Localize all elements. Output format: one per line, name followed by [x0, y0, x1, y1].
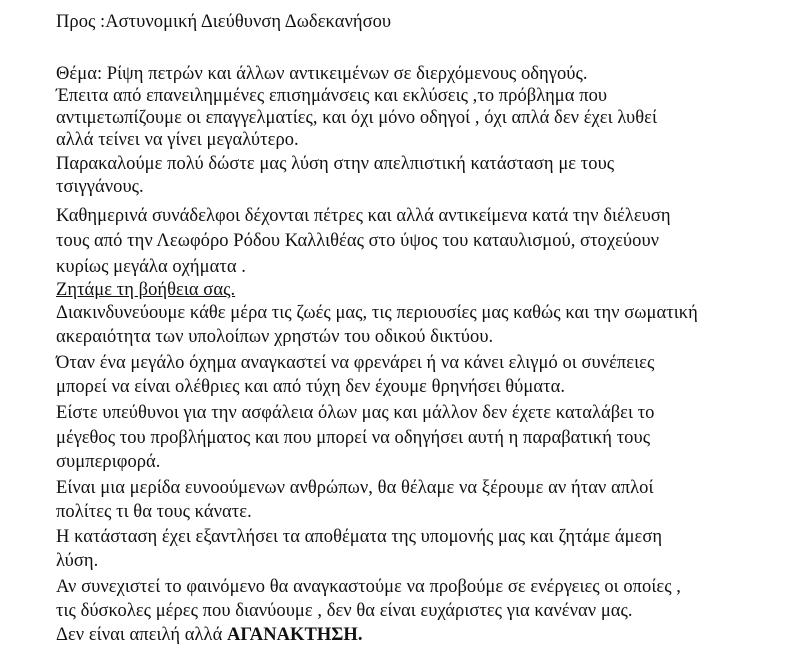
closing-emphasis: ΑΓΑΝΑΚΤΗΣΗ. [227, 625, 363, 645]
paragraph-5-line-1: Όταν ένα μεγάλο όχημα αναγκαστεί να φρενάρει ή να κάνει ελιγμό οι συνέπειες [56, 353, 655, 373]
closing-line [56, 624, 363, 646]
recipient-line: Προς :Αστυνομική Διεύθυνση Δωδεκανήσου [56, 12, 392, 32]
paragraph-7-line-1: Είναι μια μερίδα ευνοούμενων ανθρώπων, θα θέλαμε να ξέρουμε αν ήταν απλοί [56, 478, 654, 498]
paragraph-9-line-2: τις δύσκολες μέρες που διανύουμε , δεν θα είναι ευχάριστες για κανέναν μας. [56, 601, 633, 621]
closing-prefix: Δεν είναι απειλή αλλά [56, 625, 227, 645]
subject-line: Θέμα: Ρίψη πετρών και άλλων αντικειμένων σε διερχόμενους οδηγούς. [56, 64, 588, 84]
paragraph-6-line-2: μέγεθος του προβλήματος και που μπορεί να οδηγήσει αυτή η παραβατική τους [56, 428, 651, 448]
paragraph-1-line-3: αλλά τείνει να γίνει μεγαλύτερο. [56, 130, 299, 150]
paragraph-4-line-1: Διακινδυνεύουμε κάθε μέρα τις ζωές μας, τις περιουσίες μας καθώς και την σωματική [56, 303, 698, 323]
paragraph-6-line-1: Είστε υπεύθυνοι για την ασφάλεια όλων μας και μάλλον δεν έχετε καταλάβει το [56, 403, 655, 423]
paragraph-3-line-1: Καθημερινά συνάδελφοι δέχονται πέτρες και αλλά αντικείμενα κατά την διέλευση [56, 206, 671, 226]
paragraph-3-line-2: τους από την Λεωφόρο Ρόδου Καλλιθέας στο ύψος του καταυλισμού, στοχεύουν [56, 231, 660, 251]
paragraph-7-line-2: πολίτες τι θα τους κάνατε. [56, 502, 252, 522]
paragraph-9-line-1: Αν συνεχιστεί το φαινόμενο θα αναγκαστούμε να προβούμε σε ενέργειες οι οποίες , [56, 577, 681, 597]
help-heading: Ζητάμε τη βοήθεια σας. [56, 280, 236, 300]
paragraph-1-line-1: Έπειτα από επανειλημμένες επισημάνσεις και εκλύσεις ,το πρόβλημα που [56, 86, 608, 106]
paragraph-3-line-3: κυρίως μεγάλα οχήματα . [56, 257, 246, 277]
paragraph-1-line-2: αντιμετωπίζουμε οι επαγγελματίες, και όχι μόνο οδηγοί , όχι απλά δεν έχει λυθεί [56, 108, 657, 128]
paragraph-8-line-1: Η κατάσταση έχει εξαντλήσει τα αποθέματα της υπομονής μας και ζητάμε άμεση [56, 527, 663, 547]
paragraph-6-line-3: συμπεριφορά. [56, 452, 161, 472]
paragraph-2-line-2: τσιγγάνους. [56, 177, 144, 197]
paragraph-5-line-2: μπορεί να είναι ολέθριες και από τύχη δεν έχουμε θρηνήσει θύματα. [56, 377, 566, 397]
paragraph-8-line-2: λύση. [56, 551, 99, 571]
paragraph-4-line-2: ακεραιότητα των υπολοίπων χρηστών του οδικού δικτύου. [56, 327, 494, 347]
paragraph-2-line-1: Παρακαλούμε πολύ δώστε μας λύση στην απελπιστική κατάσταση με τους [56, 154, 615, 174]
